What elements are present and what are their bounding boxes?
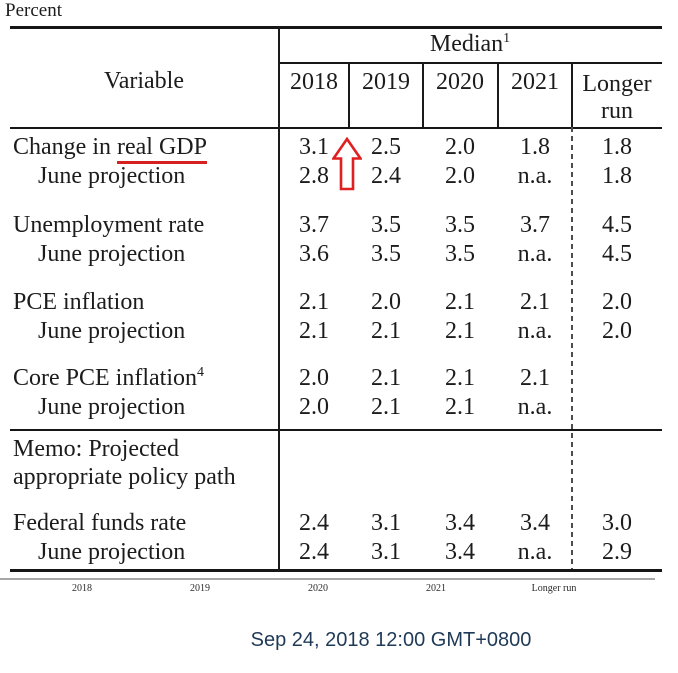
cell-value: n.a. [517, 163, 553, 189]
median-underline-rule [278, 62, 662, 64]
column-header-longer-run: Longer [582, 71, 652, 97]
cell-value: 3.5 [371, 212, 401, 238]
row-label: Federal funds rate [13, 510, 187, 536]
axis-label-2021: 2021 [426, 583, 446, 594]
cell-value: 2.0 [602, 318, 632, 344]
timestamp: Sep 24, 2018 12:00 GMT+0800 [250, 629, 532, 651]
cell-value: 2.0 [602, 289, 632, 315]
column-header-2019: 2019 [362, 69, 410, 95]
cell-value: 2.0 [445, 134, 475, 160]
row-label: June projection [38, 318, 186, 344]
row-label: June projection [38, 241, 186, 267]
table-top-border [10, 26, 662, 29]
cell-value: 1.8 [602, 134, 632, 160]
axis-label-longer-run: Longer run [531, 583, 577, 594]
cell-value: 1.8 [602, 163, 632, 189]
cell-value: 2.0 [299, 365, 329, 391]
median-footnote-sup: 1 [503, 31, 511, 46]
memo-line-2: appropriate policy path [13, 464, 236, 490]
table-row-pce-june-projection [0, 318, 678, 344]
cell-value: 2.1 [299, 289, 329, 315]
cell-value: 3.4 [445, 539, 475, 565]
column-header-2018: 2018 [290, 69, 338, 95]
cell-value: 3.1 [371, 539, 401, 565]
column-header-longer-run-line2: run [601, 98, 633, 124]
cell-value: 3.0 [602, 510, 632, 536]
cell-value: 3.1 [371, 510, 401, 536]
axis-label-2018: 2018 [72, 583, 92, 594]
variable-header: Variable [104, 68, 184, 94]
cell-value: 4.5 [602, 212, 632, 238]
row-label: June projection [38, 539, 186, 565]
cell-value: 2.4 [299, 539, 329, 565]
row-label: Core PCE inflation$^4$ [13, 365, 204, 391]
cell-value: 3.7 [520, 212, 550, 238]
cell-value: 2.0 [299, 394, 329, 420]
cell-value: 2.5 [371, 134, 401, 160]
table-row-core-pce-june-projection [0, 394, 678, 420]
longer-run-dashed-separator [571, 127, 573, 569]
cell-value: 2.1 [371, 394, 401, 420]
footer-gray-rule [0, 578, 655, 580]
row-label: PCE inflation [13, 289, 145, 315]
cell-value: 2.8 [299, 163, 329, 189]
cell-value: 3.5 [371, 241, 401, 267]
table-row-unemployment-rate [0, 212, 678, 238]
core-pce-footnote-sup: 4 [196, 365, 204, 380]
table-row-unemployment-june-projection [0, 241, 678, 267]
cell-value: 2.1 [371, 318, 401, 344]
cell-value: 2.4 [299, 510, 329, 536]
table-row-pce-inflation [0, 289, 678, 315]
table-bottom-border [10, 569, 662, 572]
row-label: June projection [38, 394, 186, 420]
cell-value: 4.5 [602, 241, 632, 267]
cell-value: 3.7 [299, 212, 329, 238]
red-underlined-text: real GDP [117, 134, 207, 164]
cell-value: 3.5 [445, 241, 475, 267]
row-label: Change in real GDP [13, 134, 207, 160]
table-row-federal-funds-rate [0, 510, 678, 536]
header-bottom-rule [10, 127, 662, 129]
cell-value: 2.1 [445, 365, 475, 391]
cell-value: 3.1 [299, 134, 329, 160]
cell-value: 2.1 [445, 289, 475, 315]
cell-value: 2.0 [371, 289, 401, 315]
cell-value: 3.6 [299, 241, 329, 267]
cell-value: n.a. [517, 394, 553, 420]
up-arrow-icon [332, 137, 362, 191]
cell-value: 2.4 [371, 163, 401, 189]
cell-value: 2.1 [299, 318, 329, 344]
cell-value: 2.0 [445, 163, 475, 189]
cell-value: n.a. [517, 241, 553, 267]
cell-value: 3.4 [520, 510, 550, 536]
memo-section-rule [10, 429, 662, 431]
axis-label-2020: 2020 [308, 583, 328, 594]
cell-value: 2.1 [445, 318, 475, 344]
cell-value: 2.1 [520, 289, 550, 315]
cell-value: 2.1 [445, 394, 475, 420]
cell-value: n.a. [517, 318, 553, 344]
cell-value: 3.5 [445, 212, 475, 238]
column-header-2020: 2020 [436, 69, 484, 95]
percent-label: Percent [5, 0, 62, 21]
median-header: Median$^1$ [429, 31, 511, 57]
row-label: June projection [38, 163, 186, 189]
memo-line-1: Memo: Projected [13, 436, 179, 462]
table-row-ffr-june-projection [0, 539, 678, 565]
axis-label-2019: 2019 [190, 583, 210, 594]
cell-value: n.a. [517, 539, 553, 565]
cell-value: 2.9 [602, 539, 632, 565]
row-label: Unemployment rate [13, 212, 205, 238]
cell-value: 2.1 [520, 365, 550, 391]
column-header-2021: 2021 [511, 69, 559, 95]
cell-value: 3.4 [445, 510, 475, 536]
table-row-core-pce-inflation [0, 365, 678, 391]
cell-value: 2.1 [371, 365, 401, 391]
cell-value: 1.8 [520, 134, 550, 160]
